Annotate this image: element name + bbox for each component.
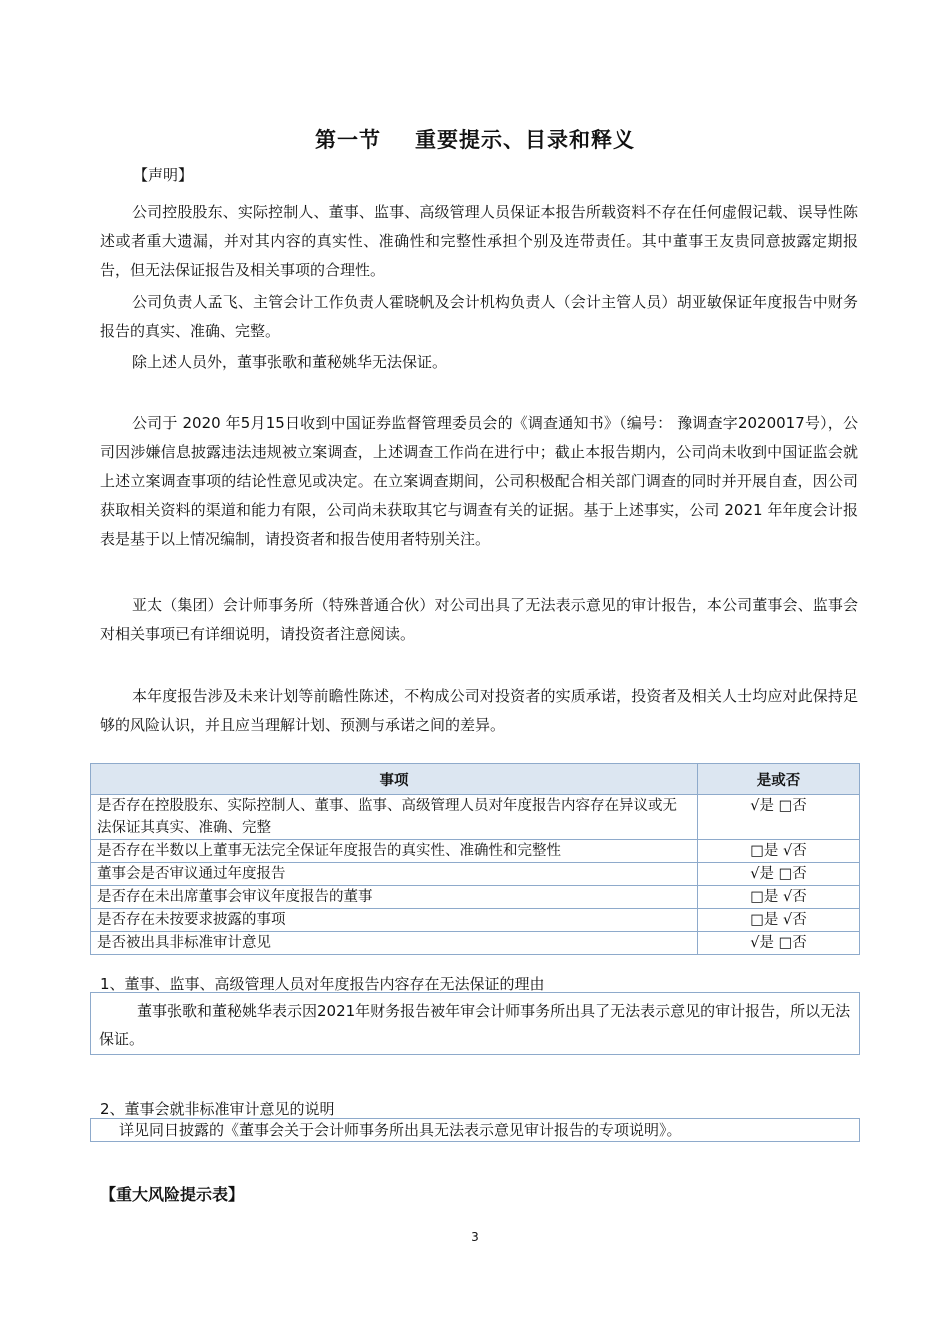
investigation-paragraph: 公司于 2020 年5月15日收到中国证券监督管理委员会的《调查通知书》（编号： 豫调查字2020017号），公司因涉嫌信息披露违法违规被立案调查，上述调查工作尚在进行中；截止本报告期内，公司尚未收到中国证监会就上述立案调查事项的结论性意见或决定。在立案调查期间，公司积极配合相关部门调查的同时并开展自查，因公司获取相关资料的渠道和能力有限，公司尚未获取其它与调查有关的证据。基于上述事实，公司 2021 年年度会计报表是基于以上情况编制，请投资者和报告使用者特别关注。 [100, 414, 858, 548]
table-row [91, 932, 860, 955]
table-row [91, 840, 860, 863]
header-item: 事项 [91, 764, 698, 795]
table-row [91, 886, 860, 909]
table-cell-item: 是否存在控股股东、实际控制人、董事、监事、高级管理人员对年度报告内容存在异议或无法保证其真实、准确、完整 [91, 795, 698, 840]
table-row [91, 909, 860, 932]
section-name: 重要提示、目录和释义 [415, 128, 635, 152]
table-cell-answer: □是 √否 [698, 840, 860, 863]
table-cell-item: 是否存在未按要求披露的事项 [91, 909, 698, 932]
table-cell-item: 是否存在半数以上董事无法完全保证年度报告的真实性、准确性和完整性 [91, 840, 698, 863]
forward-looking-paragraph: 本年度报告涉及未来计划等前瞻性陈述，不构成公司对投资者的实质承诺，投资者及相关人士均应对此保持足够的风险认识，并且应当理解计划、预测与承诺之间的差异。 [100, 687, 858, 734]
risk-table-heading: 【重大风险提示表】 [100, 1185, 245, 1204]
declaration-paragraph-3: 除上述人员外，董事张歌和董秘姚华无法保证。 [132, 353, 448, 371]
table-cell-answer: □是 √否 [698, 886, 860, 909]
header-answer: 是或否 [698, 764, 860, 795]
table-row [91, 795, 860, 840]
table-header-row [91, 764, 860, 795]
table-cell-answer: √是 □否 [698, 932, 860, 955]
reason-label: 1、董事、监事、高级管理人员对年度报告内容存在无法保证的理由 [100, 975, 545, 993]
table-cell-answer: √是 □否 [698, 863, 860, 886]
declaration-paragraph-1: 公司控股股东、实际控制人、董事、监事、高级管理人员保证本报告所载资料不存在任何虚假记载、误导性陈述或者重大遗漏，并对其内容的真实性、准确性和完整性承担个别及连带责任。其中董事王友贵同意披露定期报告，但无法保证报告及相关事项的合理性。 [100, 203, 858, 279]
board-note-box: 详见同日披露的《董事会关于会计师事务所出具无法表示意见审计报告的专项说明》。 [90, 1118, 860, 1142]
declaration-paragraph-2: 公司负责人孟飞、主管会计工作负责人霍晓帆及会计机构负责人（会计主管人员）胡亚敏保证年度报告中财务报告的真实、准确、完整。 [100, 293, 858, 340]
table-row [91, 863, 860, 886]
section-title [0, 124, 950, 154]
reason-box: 董事张歌和董秘姚华表示因2021年财务报告被年审会计师事务所出具了无法表示意见的审计报告，所以无法保证。 [90, 992, 860, 1055]
page-number: 3 [471, 1230, 479, 1244]
confirmation-table [90, 763, 860, 955]
table-cell-answer: √是 □否 [698, 795, 860, 840]
table-cell-item: 董事会是否审议通过年度报告 [91, 863, 698, 886]
audit-paragraph: 亚太（集团）会计师事务所（特殊普通合伙）对公司出具了无法表示意见的审计报告，本公司董事会、监事会对相关事项已有详细说明，请投资者注意阅读。 [100, 596, 858, 643]
board-note-label: 2、董事会就非标准审计意见的说明 [100, 1100, 335, 1118]
section-number: 第一节 [315, 128, 381, 152]
table-cell-item: 是否存在未出席董事会审议年度报告的董事 [91, 886, 698, 909]
declaration-heading: 【声明】 [133, 166, 194, 184]
table-cell-answer: □是 √否 [698, 909, 860, 932]
table-cell-item: 是否被出具非标准审计意见 [91, 932, 698, 955]
